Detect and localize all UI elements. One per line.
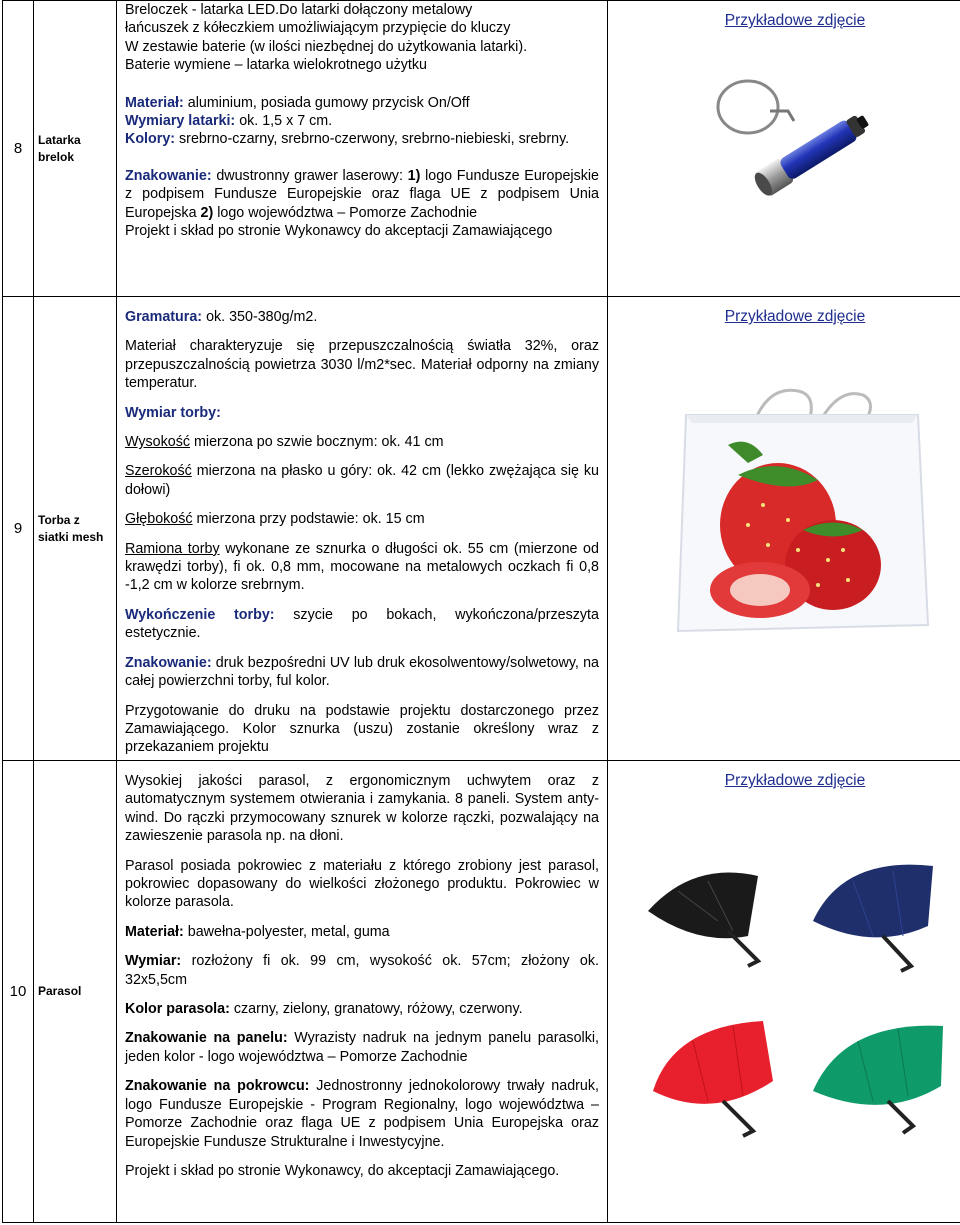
- depth-key: Głębokość: [125, 511, 193, 528]
- row-10: [3, 761, 960, 1223]
- intro-line: W zestawie baterie (w ilości niezbędnej do użytkowania latarki).: [125, 38, 528, 55]
- row-9: [3, 297, 960, 761]
- item-description: [117, 297, 608, 761]
- marking-key: Znakowanie:: [125, 654, 212, 671]
- intro-line: łańcuszek z kółeczkiem umożliwiającym przypięcie do kluczy: [125, 20, 511, 37]
- dimensions-value: ok. 1,5 x 7 cm.: [239, 113, 333, 130]
- item-description: [117, 761, 608, 1223]
- intro-line: Baterie wymiene – latarka wielokrotnego użytku: [125, 57, 427, 74]
- material-key: Materiał:: [125, 923, 184, 940]
- colors-value: srebrno-czarny, srebrno-czerwony, srebrno-niebieski, srebrny.: [179, 131, 570, 148]
- color-value: czarny, zielony, granatowy, różowy, czerwony.: [233, 1001, 523, 1018]
- grammage-key: Gramatura:: [125, 309, 203, 325]
- marking-num-1: 1): [407, 167, 421, 184]
- project-note: Projekt i skład po stronie Wykonawcy, do akceptacji Zamawiającego.: [125, 1162, 560, 1179]
- sample-photo-label: Przykładowe zdjęcie: [724, 12, 866, 29]
- marking-num-2: 2): [200, 204, 214, 221]
- marking-value: logo Fundusze Europejskie z podpisem Fundusze Europejskie oraz flaga UE z podpisem Unia Europejska: [125, 167, 600, 221]
- width-value: mierzona na płasko u góry: ok. 42 cm (lekko zwężająca się ku dołowi): [125, 463, 599, 498]
- item-name: Latarka brelok: [34, 1, 117, 297]
- cover-desc: Parasol posiada pokrowiec z materiału z którego zrobiony jest parasol, pokrowiec dopasowany do wielkości złożonego produktu. Pokrowiec w kolorze parasola.: [125, 857, 599, 911]
- height-key: Wysokość: [125, 434, 191, 451]
- height-value: mierzona po szwie bocznym: ok. 41 cm: [194, 434, 444, 451]
- image-cell: [608, 761, 960, 1223]
- row-number: 10: [3, 761, 34, 1223]
- size-key: Wymiar:: [125, 953, 182, 970]
- umbrellas-photo-icon: [638, 841, 958, 1161]
- intro-line: Breloczek - latarka LED.Do latarki dołączony metalowy: [125, 2, 473, 18]
- cover-marking-key: Znakowanie na pokrowcu:: [125, 1078, 310, 1095]
- colors-key: Kolory:: [125, 131, 176, 148]
- material-desc: Materiał charakteryzuje się przepuszczalnością światła 32%, oraz przepuszczalnością powietrza 3030 l/m2*sec. Materiał odporny na zmiany temperatur.: [125, 338, 599, 392]
- row-number: 8: [3, 1, 34, 297]
- spec-table: [2, 0, 960, 1223]
- bag-size-key: Wymiar torby:: [125, 404, 221, 421]
- item-name: Parasol: [34, 761, 117, 1223]
- marking-value: druk bezpośredni UV lub druk ekosolwentowy/solwetowy, na całej powierzchni torby, ful kolor.: [125, 654, 599, 690]
- marking-key: Znakowanie:: [125, 167, 212, 184]
- item-description: [117, 1, 608, 297]
- material-value: bawełna-polyester, metal, guma: [187, 923, 390, 940]
- material-key: Materiał:: [125, 94, 184, 111]
- print-prep: Przygotowanie do druku na podstawie projektu dostarczonego przez Zamawiającego. Kolor sznurka (uszu) zostanie określony wraz z przekazaniem projektu: [125, 702, 599, 756]
- finish-key: Wykończenie torby:: [125, 606, 275, 623]
- handles-key: Ramiona torby: [125, 540, 220, 557]
- item-name: Torba z siatki mesh: [34, 297, 117, 761]
- material-value: aluminium, posiada gumowy przycisk On/Off: [187, 94, 470, 111]
- mesh-bag-photo-icon: [668, 385, 938, 645]
- sample-photo-label: Przykładowe zdjęcie: [724, 308, 866, 325]
- handles-value: wykonane ze sznurka o długości ok. 55 cm (mierzone od krawędzi torby), fi ok. 0,8 mm, mocowane na metalowych oczkach fi 0,8 -1,2 cm w kolorze srebrnym.: [125, 540, 599, 594]
- size-value: rozłożony fi ok. 99 cm, wysokość ok. 57cm; złożony ok. 32x5,5cm: [125, 953, 599, 988]
- finish-value: szycie po bokach, wykończona/przeszyta estetycznie.: [125, 606, 599, 642]
- depth-value: mierzona przy podstawie: ok. 15 cm: [196, 511, 425, 528]
- umbrella-desc: Wysokiej jakości parasol, z ergonomicznym uchwytem oraz z automatycznym systemem otwierania i zamykania. 8 paneli. System anty-wind. Do rączki przymocowany sznurek w kolorze rączki, pozwalający na zawieszenie parasola np. na dłoni.: [125, 773, 599, 845]
- dimensions-key: Wymiary latarki:: [125, 113, 236, 130]
- cover-marking-value: Jednostronny jednokolorowy trwały nadruk, logo Fundusze Europejskie - Program Regionalny, logo województwa – Pomorze Zachodnie oraz flaga UE z podpisem Unia Europejska oraz Europejskie Fundusze Strukturalne i Inwestycyjne.: [125, 1078, 599, 1150]
- panel-marking-key: Znakowanie na panelu:: [125, 1030, 288, 1047]
- panel-marking-value: Wyrazisty nadruk na jednym panelu parasolki, jeden kolor - logo województwa – Pomorze Zachodnie: [125, 1030, 599, 1065]
- row-8: [3, 1, 960, 297]
- keychain-flashlight-photo-icon: [708, 67, 888, 237]
- grammage-value: ok. 350-380g/m2.: [206, 309, 318, 325]
- project-note: Projekt i skład po stronie Wykonawcy do akceptacji Zamawiającego: [125, 223, 553, 240]
- marking-value: logo województwa – Pomorze Zachodnie: [217, 204, 478, 221]
- sample-photo-label: Przykładowe zdjęcie: [724, 772, 866, 789]
- image-cell: [608, 297, 960, 761]
- width-key: Szerokość: [125, 463, 192, 480]
- color-key: Kolor parasola:: [125, 1001, 230, 1018]
- image-cell: [608, 1, 960, 297]
- marking-value: dwustronny grawer laserowy:: [216, 167, 403, 184]
- row-number: 9: [3, 297, 34, 761]
